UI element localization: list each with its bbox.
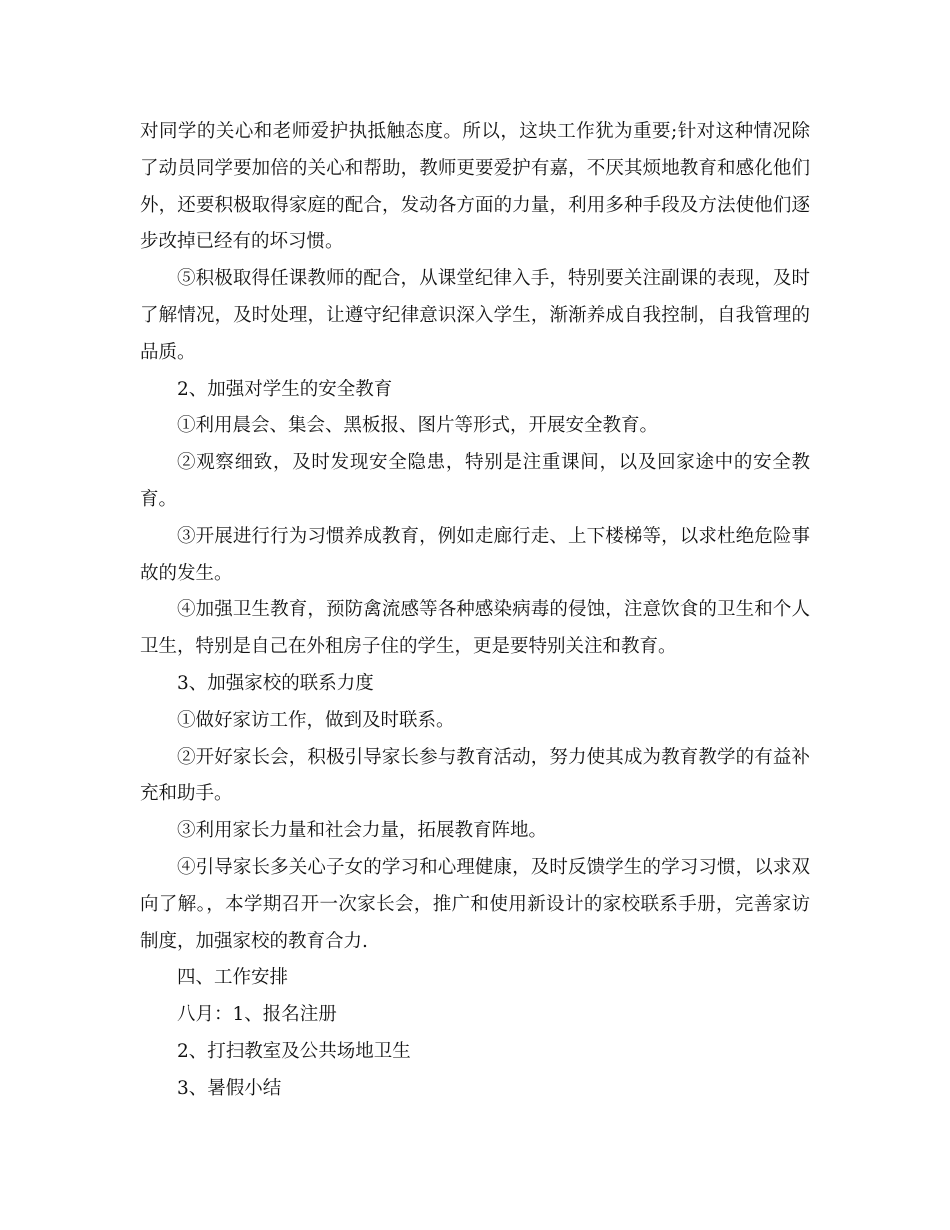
schedule-august-item-1: 八月：1、报名注册 <box>177 1004 337 1026</box>
paragraph-safety-item-1: ①利用晨会、集会、黑板报、图片等形式，开展安全教育。 <box>177 415 659 437</box>
paragraph-home-school-item-1: ①做好家访工作，做到及时联系。 <box>177 709 455 731</box>
schedule-august-item-3: 3、暑假小结 <box>177 1077 282 1099</box>
section-heading-safety-education: 2、加强对学生的安全教育 <box>177 378 393 400</box>
paragraph-safety-item-4: ④加强卫生教育，预防禽流感等各种感染病毒的侵蚀，注意饮食的卫生和个人卫生，特别是自己在外租房子住的学生，更是要特别关注和教育。 <box>140 599 810 658</box>
paragraph-safety-item-2: ②观察细致，及时发现安全隐患，特别是注重课间，以及回家途中的安全教育。 <box>140 452 810 510</box>
schedule-august-item-2: 2、打扫教室及公共场地卫生 <box>177 1040 411 1062</box>
paragraph-home-school-item-4: ④引导家长多关心子女的学习和心理健康，及时反馈学生的学习习惯，以求双向了解。，本学期召开一次家长会，推广和使用新设计的家校联系手册，完善家访制度，加强家校的教育合力. <box>140 856 810 952</box>
section-heading-home-school: 3、加强家校的联系力度 <box>177 672 374 694</box>
paragraph-item-5-teacher-cooperation: ⑤积极取得任课教师的配合，从课堂纪律入手，特别要关注副课的表现，及时了解情况，及时处理，让遵守纪律意识深入学生，渐渐养成自我控制，自我管理的品质。 <box>140 268 810 363</box>
paragraph-safety-item-3: ③开展进行行为习惯养成教育，例如走廊行走、上下楼梯等，以求杜绝危险事故的发生。 <box>140 525 810 584</box>
document-body <box>140 114 810 1108</box>
paragraph-home-school-item-3: ③利用家长力量和社会力量，拓展教育阵地。 <box>177 820 548 842</box>
paragraph-continuation: 对同学的关心和老师爱护执抵触态度。所以，这块工作犹为重要;针对这种情况除了动员同学要加倍的关心和帮助，教师更要爱护有嘉，不厌其烦地教育和感化他们外，还要积极取得家庭的配合，发动各方面的力量，利用多种手段及方法使他们逐步改掉已经有的坏习惯。 <box>140 121 810 253</box>
section-heading-work-schedule: 四、工作安排 <box>177 967 289 989</box>
paragraph-home-school-item-2: ②开好家长会，积极引导家长参与教育活动，努力使其成为教育教学的有益补充和助手。 <box>140 746 810 805</box>
